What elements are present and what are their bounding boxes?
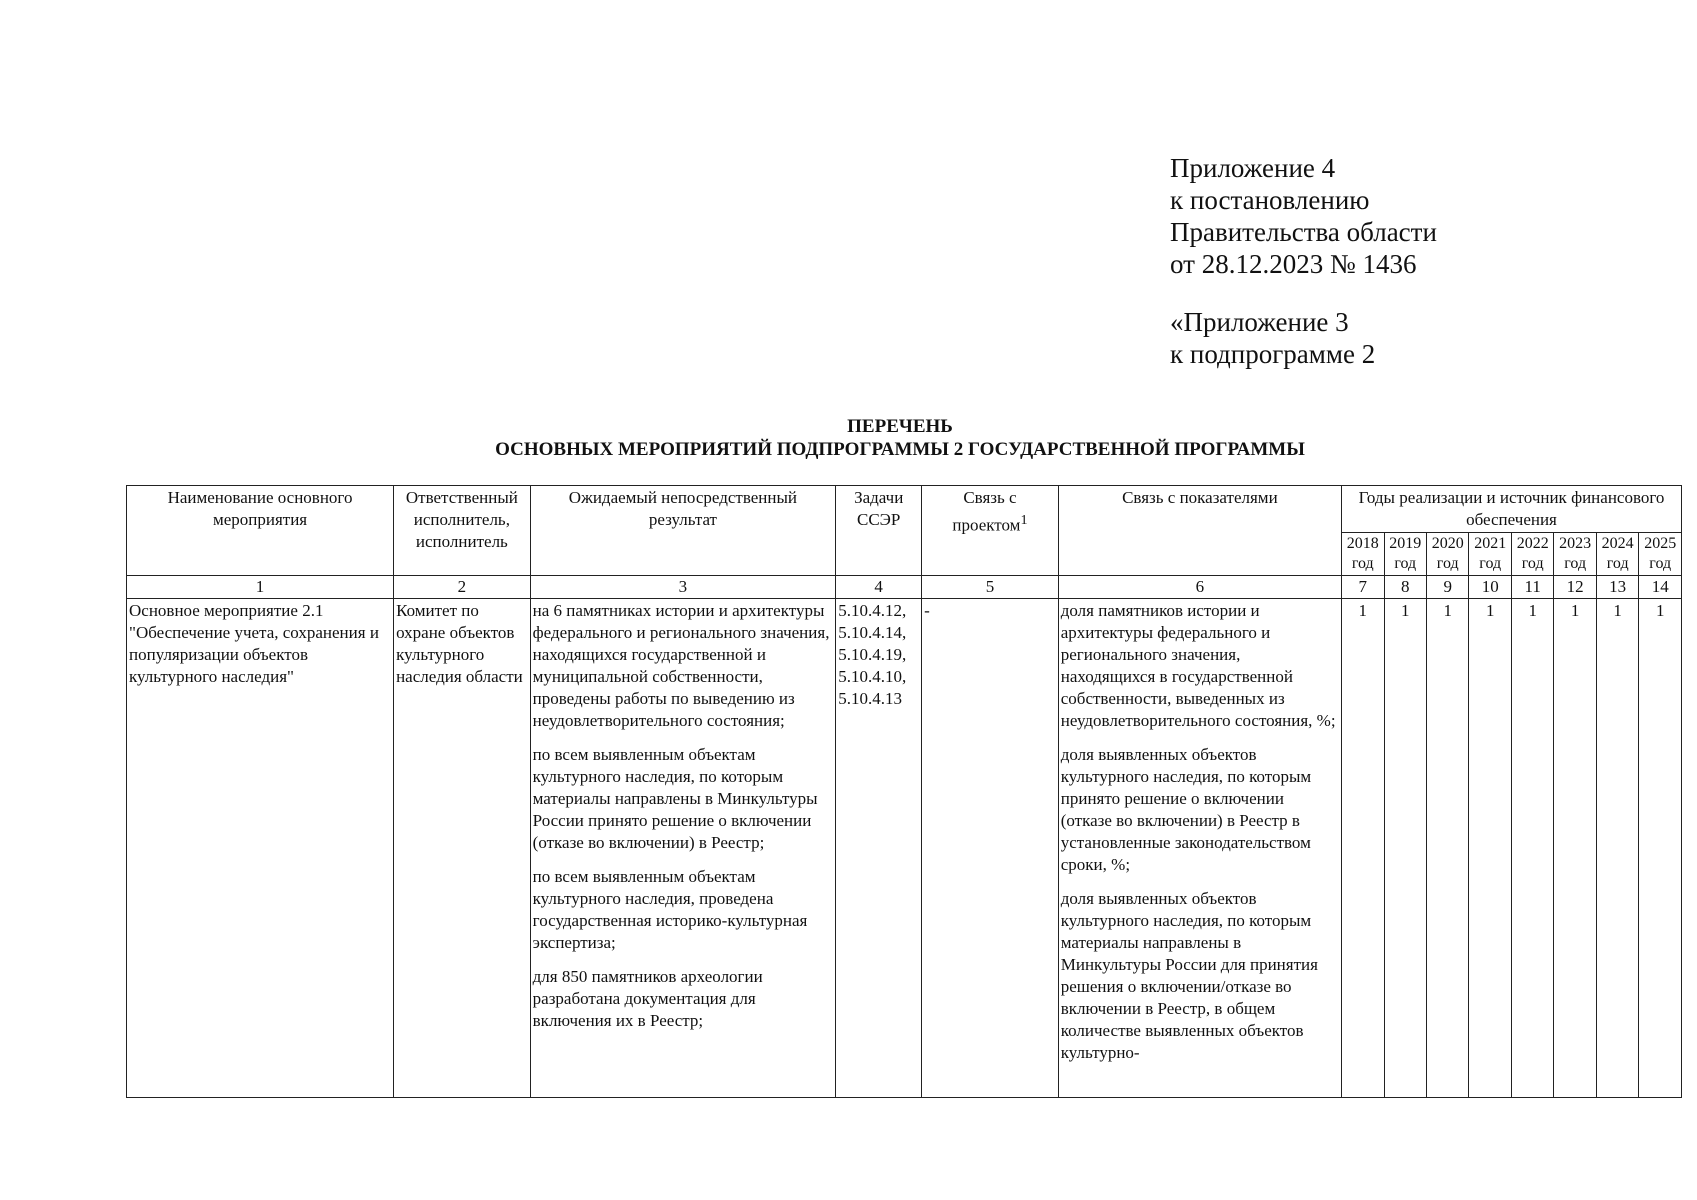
- measure-tasks: 5.10.4.12, 5.10.4.14, 5.10.4.19, 5.10.4.10, 5.10.4.13: [836, 599, 922, 1098]
- measures-table: [126, 485, 1682, 1098]
- header-year: 2025 год: [1639, 533, 1682, 576]
- year-value: 1: [1511, 599, 1553, 1098]
- header-name: Наименование основного мероприятия: [127, 486, 394, 576]
- appendix-line-4: от 28.12.2023 № 1436: [1170, 249, 1417, 279]
- column-number: 3: [530, 576, 836, 599]
- title-line-2: ОСНОВНЫХ МЕРОПРИЯТИЙ ПОДПРОГРАММЫ 2 ГОСУДАРСТВЕННОЙ ПРОГРАММЫ: [495, 439, 1305, 460]
- column-number: 11: [1511, 576, 1553, 599]
- column-number: 7: [1342, 576, 1384, 599]
- header-year: 2021 год: [1469, 533, 1511, 576]
- header-tasks: Задачи ССЭР: [836, 486, 922, 576]
- column-number: 4: [836, 576, 922, 599]
- year-value: 1: [1596, 599, 1638, 1098]
- year-value: 1: [1554, 599, 1596, 1098]
- measure-indicators: [1058, 599, 1341, 1098]
- column-number-row: [127, 576, 1682, 599]
- year-value: 1: [1384, 599, 1426, 1098]
- sub-appendix-line-1: «Приложение 3: [1170, 307, 1349, 337]
- measure-project: -: [922, 599, 1059, 1098]
- indicator-item: доля выявленных объектов культурного наследия, по которым принято решение о включении (отказе во включении) в Реестр в установленные законодательством сроки, %;: [1060, 745, 1312, 874]
- indicator-item: доля памятников истории и архитектуры федерального и регионального значения, находящихся в государственной собственности, выведенных из неудовлетворительного состояния, %;: [1060, 601, 1336, 730]
- column-number: 2: [394, 576, 531, 599]
- header-indicators: Связь с показателями: [1058, 486, 1341, 576]
- header-executor: Ответственный исполнитель, исполнитель: [394, 486, 531, 576]
- measure-executor: Комитет по охране объектов культурного наследия области: [394, 599, 531, 1098]
- header-project-text: Связь с проектом: [952, 488, 1021, 535]
- column-number: 6: [1058, 576, 1341, 599]
- column-number: 1: [127, 576, 394, 599]
- title-line-1: ПЕРЕЧЕНЬ: [847, 416, 953, 437]
- appendix-line-3: Правительства области: [1170, 217, 1437, 247]
- year-value: 1: [1342, 599, 1384, 1098]
- column-number: 14: [1639, 576, 1682, 599]
- header-project: [922, 486, 1059, 576]
- year-value: 1: [1639, 599, 1682, 1098]
- header-year: 2022 год: [1511, 533, 1553, 576]
- header-year: 2024 год: [1596, 533, 1638, 576]
- header-year: 2020 год: [1426, 533, 1468, 576]
- column-number: 13: [1596, 576, 1638, 599]
- measure-results: [530, 599, 836, 1098]
- measure-name: Основное мероприятие 2.1 "Обеспечение учета, сохранения и популяризации объектов культурного наследия": [127, 599, 394, 1098]
- result-item: для 850 памятников археологии разработана документация для включения их в Реестр;: [532, 967, 763, 1030]
- document-title: [0, 415, 1697, 461]
- sub-appendix-line-2: к подпрограмме 2: [1170, 339, 1376, 369]
- header-project-footnote: 1: [1020, 512, 1028, 528]
- year-value: 1: [1469, 599, 1511, 1098]
- table-row: [127, 599, 1682, 1098]
- column-number: 8: [1384, 576, 1426, 599]
- column-number: 5: [922, 576, 1059, 599]
- header-years-group: Годы реализации и источник финансового обеспечения: [1342, 486, 1682, 533]
- result-item: по всем выявленным объектам культурного наследия, проведена государственная историко-культурная экспертиза;: [532, 867, 808, 952]
- header-result: Ожидаемый непосредственный результат: [530, 486, 836, 576]
- result-item: по всем выявленным объектам культурного наследия, по которым материалы направлены в Минкультуры России принято решение о включении (отказе во включении) в Реестр;: [532, 745, 818, 852]
- year-value: 1: [1426, 599, 1468, 1098]
- column-number: 10: [1469, 576, 1511, 599]
- header-row: [127, 486, 1682, 533]
- result-item: на 6 памятниках истории и архитектуры федерального и регионального значения, находящихся государственной и муниципальной собственности, проведены работы по выведению из неудовлетворительного состояния;: [532, 601, 830, 730]
- appendix-block: [1170, 152, 1437, 370]
- indicator-item: доля выявленных объектов культурного наследия, по которым материалы направлены в Минкультуры России для принятия решения о включении/отказе во включении в Реестр, в общем количестве выявленных объектов культурно-: [1060, 889, 1318, 1062]
- appendix-line-1: Приложение 4: [1170, 153, 1336, 183]
- header-year: 2018 год: [1342, 533, 1384, 576]
- appendix-line-2: к постановлению: [1170, 185, 1370, 215]
- column-number: 12: [1554, 576, 1596, 599]
- header-year: 2019 год: [1384, 533, 1426, 576]
- column-number: 9: [1426, 576, 1468, 599]
- header-year: 2023 год: [1554, 533, 1596, 576]
